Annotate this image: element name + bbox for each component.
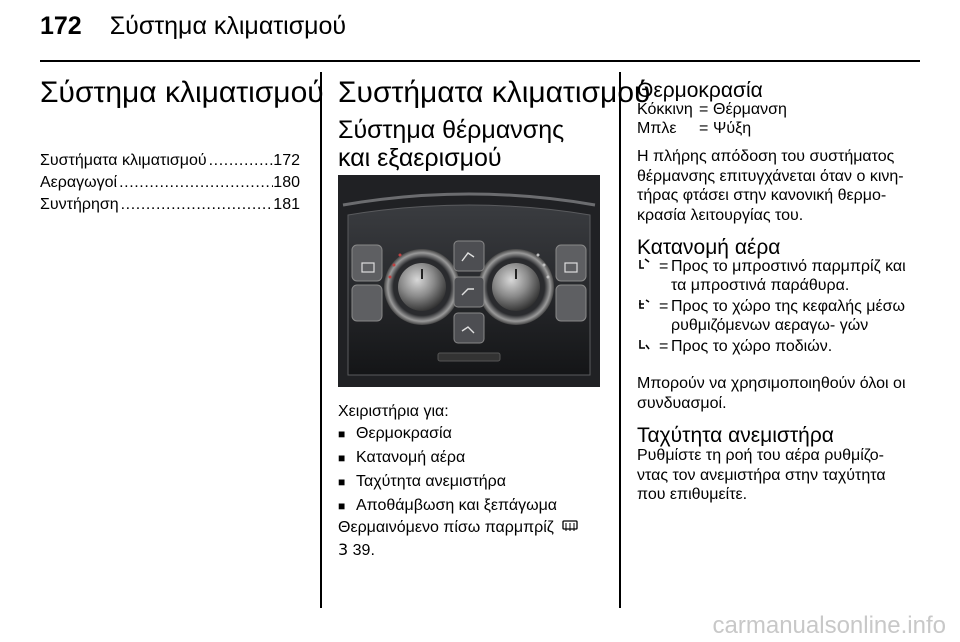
chapter-heading: Συστήματα κλιματισμού bbox=[338, 76, 651, 109]
list-item: ■ Αποθάμβωση και ξεπάγωμα bbox=[338, 497, 558, 514]
toc-entry[interactable] bbox=[40, 194, 300, 216]
page-number: 172 bbox=[40, 12, 82, 40]
list-item: = Προς το χώρο της κεφαλής μέσω ρυθμιζόμενων αεραγω- γών bbox=[637, 297, 909, 335]
toc-page: 180 bbox=[273, 174, 300, 191]
column-divider-2 bbox=[619, 72, 621, 608]
windscreen-airflow-icon bbox=[637, 257, 659, 295]
center-button-2 bbox=[454, 277, 484, 307]
fan-speed-heading: Ταχύτητα ανεμιστήρα bbox=[637, 424, 834, 447]
head-airflow-icon bbox=[637, 297, 659, 335]
center-button-1 bbox=[454, 241, 484, 271]
control-panel-illustration bbox=[338, 175, 600, 387]
table-row: Μπλε = Ψύξη bbox=[637, 120, 752, 137]
list-item: ■ Ταχύτητα ανεμιστήρα bbox=[338, 473, 507, 490]
section-title: Σύστημα κλιματισμού bbox=[40, 76, 324, 109]
list-item: = Προς το χώρο ποδιών. bbox=[637, 337, 909, 358]
right-lower-button bbox=[556, 285, 586, 321]
toc-page: 172 bbox=[273, 152, 300, 169]
reference-arrow: 3 bbox=[338, 539, 349, 559]
list-item: ■ Κατανομή αέρα bbox=[338, 449, 466, 466]
toc-page: 181 bbox=[273, 196, 300, 213]
temperature-paragraph: Η πλήρης απόδοση του συστήματος θέρμανσης επιτυγχάνεται όταν ο κινη- τήρας φτάσει στην κανονική θερμο- κρασία λειτουργίας του. bbox=[637, 148, 904, 224]
table-row: Κόκκινη = Θέρμανση bbox=[637, 101, 787, 118]
chapter-title: Σύστημα κλιματισμού bbox=[109, 12, 347, 40]
toc-entry[interactable] bbox=[40, 150, 300, 172]
air-distribution-list bbox=[637, 257, 909, 360]
list-item: = Προς το μπροστινό παρμπρίζ και τα μπροστινά παράθυρα. bbox=[637, 257, 909, 295]
rear-window-note: Θερμαινόμενο πίσω παρμπρίζ 3 39. bbox=[338, 518, 600, 560]
controls-intro: Χειριστήρια για: bbox=[338, 403, 449, 420]
toc-label: Αεραγωγοί bbox=[40, 174, 118, 191]
temperature-heading: Θερμοκρασία bbox=[637, 79, 763, 102]
footwell-airflow-icon bbox=[637, 337, 659, 358]
toc-label: Συστήματα κλιματισμού bbox=[40, 152, 207, 169]
controls-list bbox=[338, 422, 557, 518]
toc-label: Συντήρηση bbox=[40, 196, 119, 213]
temperature-colour-list bbox=[637, 100, 787, 138]
list-item: ■ Θερμοκρασία bbox=[338, 425, 452, 442]
fan-speed-paragraph: Ρυθμίστε τη ροή του αέρα ρυθμίζο- ντας τον ανεμιστήρα στην ταχύτητα που επιθυμείτε. bbox=[637, 447, 886, 503]
page-header bbox=[40, 12, 346, 41]
header-rule bbox=[40, 60, 920, 62]
table-of-contents bbox=[40, 150, 300, 216]
page-reference-link[interactable]: 39. bbox=[352, 541, 375, 559]
rear-window-heater-icon bbox=[562, 519, 578, 540]
air-distribution-heading: Κατανομή αέρα bbox=[637, 236, 781, 259]
watermark: carmanualsonline.info bbox=[712, 612, 946, 639]
toc-entry[interactable] bbox=[40, 172, 300, 194]
column-divider-1 bbox=[320, 72, 322, 608]
air-distribution-paragraph: Μπορούν να χρησιμοποιηθούν όλοι οι συνδυασμοί. bbox=[637, 375, 906, 412]
left-lower-button bbox=[352, 285, 382, 321]
climate-control-panel-photo bbox=[338, 175, 600, 387]
subsection-title: Σύστημα θέρμανσης και εξαερισμού bbox=[338, 116, 565, 172]
